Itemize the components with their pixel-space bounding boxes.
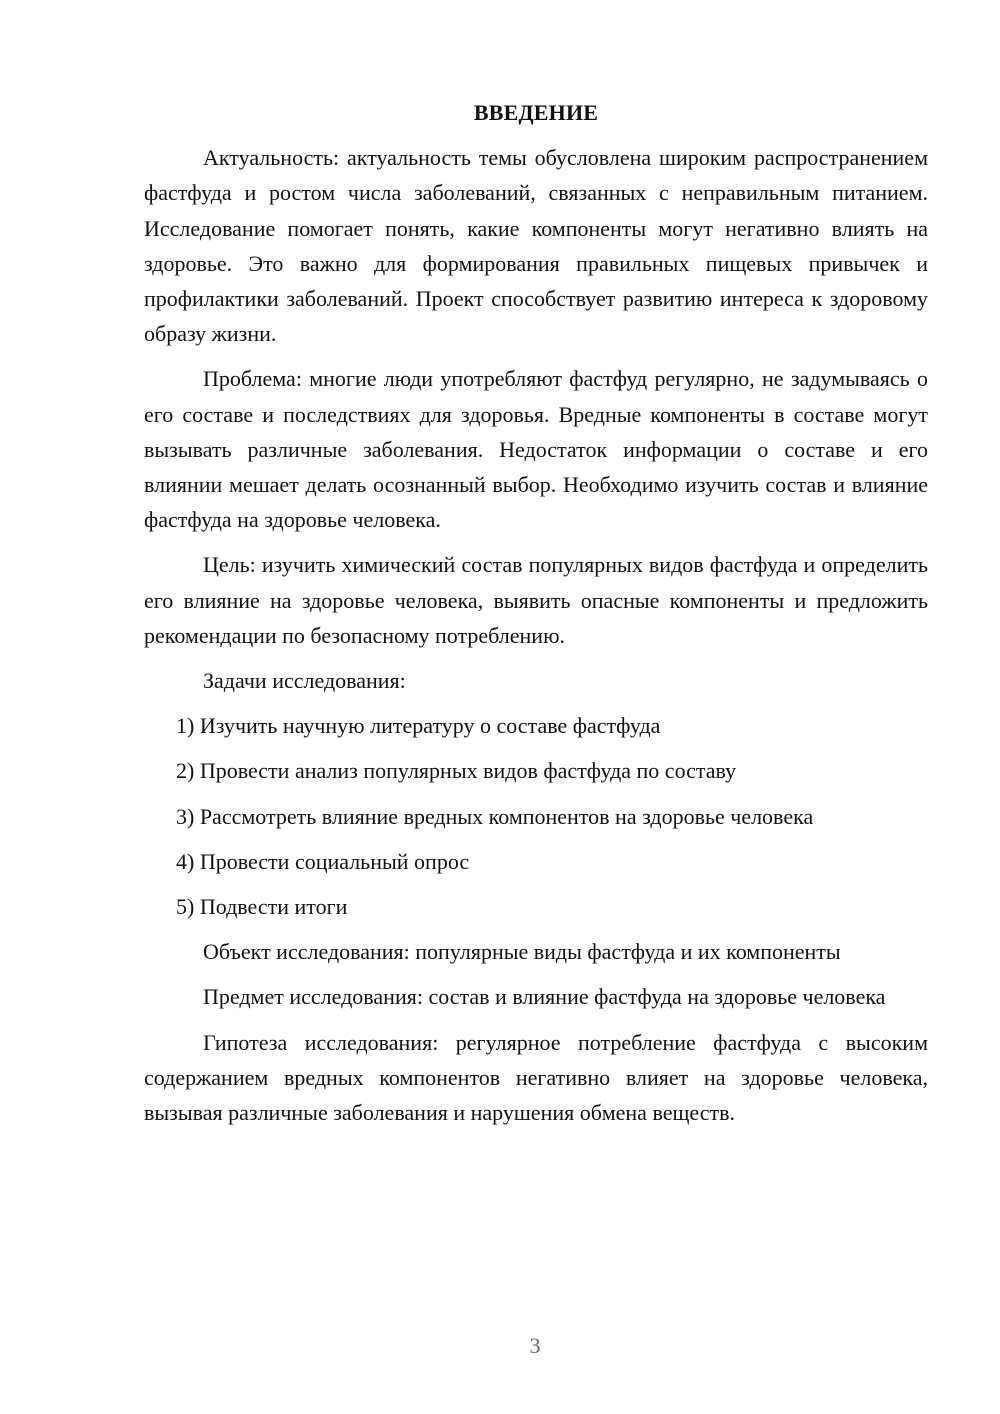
- subject-paragraph: Предмет исследования: состав и влияние фастфуда на здоровье человека: [203, 984, 886, 1010]
- goal-paragraph: Цель: изучить химический состав популярных видов фастфуда и определить его влияние на здоровье человека, выявить опасные компоненты и предложить рекомендации по безопасному потреблению.: [144, 552, 928, 648]
- problem-paragraph: Проблема: многие люди употребляют фастфуд регулярно, не задумываясь о его составе и последствиях для здоровья. Вредные компоненты в составе могут вызывать различные заболевания. Недостаток информации о составе и его влиянии мешает делать осознанный выбор. Необходимо изучить состав и влияние фастфуда на здоровье человека.: [144, 366, 928, 533]
- task-item-3: 3) Рассмотреть влияние вредных компонентов на здоровье человека: [176, 803, 814, 829]
- task-item-2: 2) Провести анализ популярных видов фастфуда по составу: [176, 758, 737, 784]
- tasks-list: [144, 708, 928, 924]
- page-content: [144, 95, 928, 1140]
- task-item-5: 5) Подвести итоги: [176, 894, 348, 920]
- task-item-4: 4) Провести социальный опрос: [176, 848, 470, 874]
- tasks-heading: Задачи исследования:: [203, 668, 406, 694]
- hypothesis-paragraph: Гипотеза исследования: регулярное потребление фастфуда с высоким содержанием вредных компонентов негативно влияет на здоровье человека, вызывая различные заболевания и нарушения обмена веществ.: [144, 1029, 928, 1126]
- section-title: ВВЕДЕНИЕ: [473, 100, 599, 125]
- relevance-paragraph: Актуальность: актуальность темы обусловлена широким распространением фастфуда и ростом числа заболеваний, связанных с неправильным питанием. Исследование помогает понять, какие компоненты могут негативно влиять на здоровье. Это важно для формирования правильных пищевых привычек и профилактики заболеваний. Проект способствует развитию интереса к здоровому образу жизни.: [144, 145, 928, 347]
- task-item-1: 1) Изучить научную литературу о составе фастфуда: [176, 713, 661, 739]
- object-paragraph: Объект исследования: популярные виды фастфуда и их компоненты: [203, 939, 841, 965]
- page-number: 3: [529, 1333, 541, 1358]
